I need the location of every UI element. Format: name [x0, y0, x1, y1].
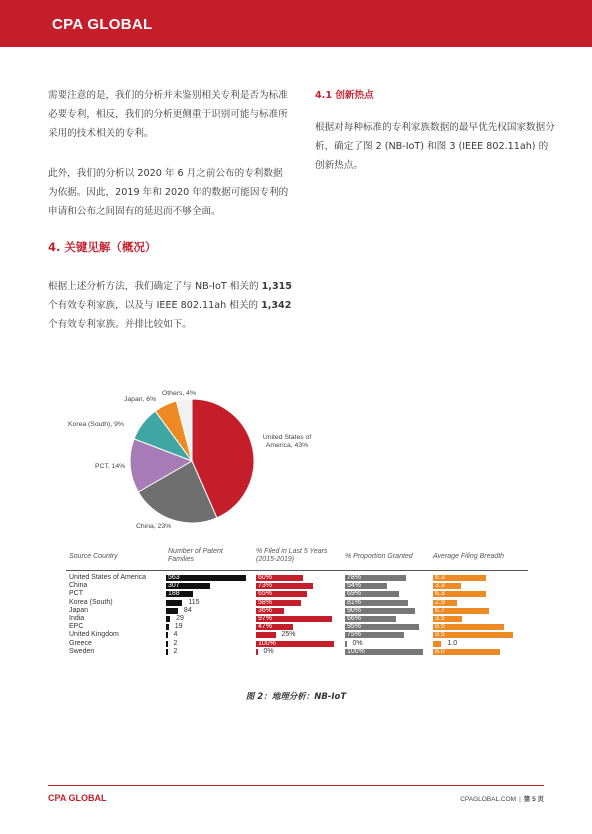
label-breadth: 8.5 [435, 623, 445, 631]
col-header-country: Source Country [69, 553, 118, 560]
cell-country: United Kingdom [69, 631, 119, 639]
table-row [66, 582, 536, 590]
geo-table [66, 548, 536, 668]
table-row [66, 590, 536, 598]
label-granted: 95% [347, 623, 362, 631]
label-filed: 100% [258, 639, 276, 647]
label-granted: 90% [347, 606, 362, 614]
label-breadth: 3.5 [435, 615, 445, 622]
bar-families [166, 600, 182, 606]
label-filed: 65% [258, 590, 273, 598]
label-families: 4 [173, 631, 178, 639]
label-families: 188 [168, 590, 180, 598]
col-header-granted: % Proportion Granted [345, 553, 413, 560]
label-granted: 69% [347, 590, 362, 598]
label-filed: 47% [258, 623, 273, 631]
label-granted: 54% [347, 582, 362, 590]
header-rule [66, 570, 528, 571]
footer-meta [460, 794, 544, 803]
bar-families [166, 608, 178, 614]
table-row [66, 615, 536, 623]
label-families: 29 [176, 615, 184, 622]
table-row [66, 599, 536, 607]
cell-country: Greece [69, 639, 92, 647]
pie-label-pct: PCT, 14% [95, 463, 126, 470]
label-granted: 66% [347, 615, 362, 622]
label-breadth: 6.7 [435, 606, 445, 614]
label-breadth: 1.0 [447, 639, 458, 647]
footer-separator: | [519, 796, 521, 803]
cell-country: PCT [69, 590, 83, 598]
label-granted: 75% [347, 631, 362, 639]
label-granted: 100% [347, 647, 365, 655]
table-row [66, 640, 536, 648]
page-number: 第 5 页 [523, 796, 544, 803]
label-families: 563 [168, 574, 180, 581]
label-families: 115 [188, 598, 200, 606]
bar-granted [345, 641, 347, 647]
label-families: 19 [174, 623, 183, 631]
footer-rule [48, 785, 544, 786]
bar-families [166, 616, 170, 622]
label-filed: 36% [258, 606, 273, 614]
label-filed: 97% [258, 615, 273, 622]
pie-label-others: Others, 4% [162, 390, 196, 397]
label-families: 307 [168, 582, 180, 590]
bar-families [166, 632, 168, 638]
bar-breadth [433, 641, 441, 647]
label-filed: 58% [258, 598, 273, 606]
cell-country: China [69, 582, 88, 590]
pie-chart-svg [60, 385, 360, 535]
label-granted: 0% [352, 639, 363, 647]
bar-families [166, 624, 169, 630]
cell-country: United States of America [69, 574, 147, 581]
label-families: 2 [173, 639, 178, 647]
paragraph-data-basis: 此外，我们的分析以 2020 年 6 月之前公布的专利数据为依据。因此，2019 年和 2020 年的数据可能因专利的申请和公布之间固有的延迟而不够全面。 [48, 168, 289, 217]
cell-country: Korea (South) [69, 598, 113, 606]
page-header [0, 0, 592, 47]
cell-country: India [69, 615, 85, 622]
pie-label-usa: United States of America, 43% [262, 434, 312, 449]
label-breadth: 2.9 [435, 598, 445, 606]
col-header-breadth: Average Filing Breadth [433, 553, 505, 560]
pie-label-china: China, 23% [136, 523, 172, 530]
cell-country: Japan [69, 606, 89, 614]
table-row [66, 648, 536, 656]
paragraph-hotspots: 根据对每种标准的专利家族数据的最早优先权国家数据分析，确定了图 2 (NB-IoT) 和图 3 (IEEE 802.11ah) 的创新热点。 [315, 122, 555, 171]
label-filed: 25% [281, 631, 296, 639]
pie-label-japan: Japan, 6% [124, 396, 157, 403]
paragraph-note: 需要注意的是，我们的分析并未鉴别相关专利是否为标准必要专利，相反，我们的分析更侧重于识别可能与标准所采用的技术相关的专利。 [48, 90, 288, 139]
label-filed: 73% [258, 582, 273, 590]
label-breadth: 3.3 [435, 582, 445, 590]
pie-chart [60, 385, 360, 535]
label-breadth: 9.5 [435, 631, 445, 639]
label-breadth: 8.0 [435, 647, 445, 655]
table-row [66, 623, 536, 631]
label-filed: 0% [263, 647, 274, 655]
label-families: 84 [183, 606, 192, 614]
label-granted: 78% [347, 574, 362, 581]
bar-filed [256, 632, 276, 638]
table-row [66, 607, 536, 615]
table-row [66, 631, 536, 639]
label-granted: 81% [347, 598, 362, 606]
label-families: 2 [173, 647, 178, 655]
pie-label-korea: Korea (South), 9% [68, 421, 124, 428]
col-header-filed: % Filed in Last 5 Years (2015-2019) [256, 548, 328, 563]
table-row [66, 574, 536, 582]
label-breadth: 6.3 [435, 574, 445, 581]
cell-country: EPC [69, 623, 84, 631]
bar-families [166, 641, 168, 647]
footer-logo: CPA GLOBAL [48, 793, 107, 803]
footer-site: CPAGLOBAL.COM [460, 796, 517, 803]
cell-country: Sweden [69, 647, 95, 655]
section-heading-4-1: 4.1 创新热点 [315, 90, 374, 101]
section-heading-4: 4. 关键见解（概况） [48, 240, 157, 254]
paragraph-key-insights: 根据上述分析方法，我们确定了与 NB-IoT 相关的 1,315 个有效专利家族，以及与 IEEE 802.11ah 相关的 1,342 个有效专利家族。并排比较如下。 [48, 281, 292, 330]
label-filed: 60% [258, 574, 273, 581]
brand-logo: CPA GLOBAL [52, 16, 153, 33]
label-breadth: 6.3 [435, 590, 445, 598]
col-header-families: Number of Patent Families [168, 548, 223, 563]
bar-families [166, 649, 168, 655]
bar-filed [256, 649, 258, 655]
figure-caption: 图 2：地理分析：NB-IoT [245, 692, 347, 702]
